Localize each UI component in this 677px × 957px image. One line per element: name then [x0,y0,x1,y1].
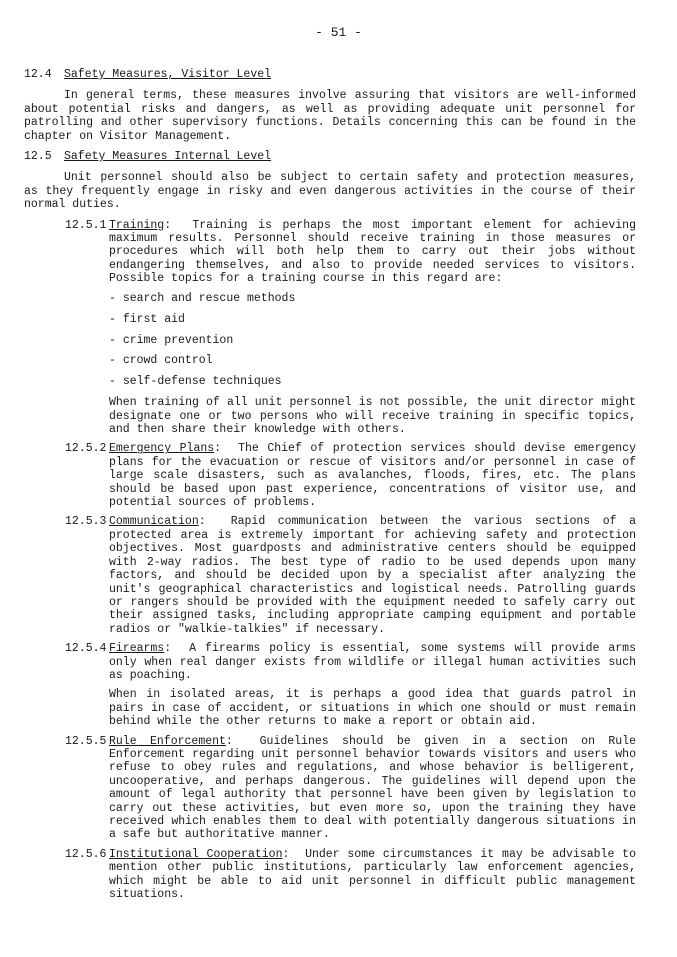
list-item: - search and rescue methods [109,292,636,305]
section-12-4-body: In general terms, these measures involve assuring that visitors are well-informed about potential risks and dangers, as well as providing adequate unit personnel for patrolling and other supervisory functions. Details concerning this can be found in the chapter on Visitor Management. [24,89,636,143]
subsection-title: Firearms [109,642,165,656]
section-title: Safety Measures Internal Level [64,150,272,164]
page-number: - 51 - [315,25,362,40]
subsection-body: Communication: Rapid communication between the various sections of a protected area is extremely important for achieving safety and protection objectives. Most guardposts and administrative centers should be equipped with 2-way radios. The best type of radio to be used depends upon many factors, and should be decided upon by a specialist after analyzing the unit's geographical characteristics and logistical needs. Patrolling guards or rangers should be provided with the equipment needed to safely carry out their assigned tasks, including appropriate camping equipment and portable radios or "walkie-talkies" if necessary. [109,515,636,636]
page-content [24,68,636,907]
section-title: Safety Measures, Visitor Level [64,68,272,81]
subsection-number: 12.5.5 [65,734,107,748]
subsection-institutional-cooperation [24,848,636,902]
subsection-firearms [24,642,636,728]
subsection-training [24,219,636,437]
subsection-body: Rule Enforcement: Guidelines should be given in a section on Rule Enforcement regarding unit personnel behavior towards visitors and users who refuse to obey rules and regulations, and whose behavior is belligerent, uncooperative, and perhaps dangerous. The guidelines will depend upon the amount of legal authority that personnel have been given by legislation to carry out these activities, but even more so, upon the training they have received which enables them to deal with potentially dangerous situations in a safe but authoritative manner. [109,734,636,842]
subsection-number: 12.5.1 [65,218,107,232]
subsection-title: Emergency Plans [109,442,215,456]
training-topics-list [109,292,636,389]
section-number: 12.4 [24,68,52,81]
subsection-text: Under some circumstances it may be advisable to mention other public institutions, particularly law enforcement agencies, which might be able to aid unit personnel in difficult public management situations. [109,847,636,902]
subsection-body: Training: Training is perhaps the most important element for achieving maximum results. Personnel should receive training in those measures or procedures which will both help them to carry out their jobs without endangering themselves, and also to provide needed services to visitors. Possible topics for a training course in this regard are: [109,218,636,286]
subsection-text: Guidelines should be given in a section on Rule Enforcement regarding unit personnel behavior towards visitors and users who refuse to obey rules and regulations, and whose behavior is belligerent, uncooperative, and perhaps dangerous. The guidelines will depend upon the amount of legal authority that personnel have been given by legislation to carry out these activities, but even more so, upon the training they have received which enables them to deal with potentially dangerous situations in a safe but authoritative manner. [109,734,636,842]
section-heading-12-4 [24,68,636,81]
section-12-5-body: Unit personnel should also be subject to certain safety and protection measures, as they frequently engage in risky and even dangerous activities in the course of their normal duties. [24,171,636,212]
section-heading-12-5 [24,150,636,163]
section-number: 12.5 [24,150,52,164]
subsection-title: Communication [109,515,199,529]
subsection-communication [24,515,636,636]
subsection-number: 12.5.2 [65,442,107,456]
subsection-text: A firearms policy is essential, some systems will provide arms only when real danger exists from wildlife or illegal human activities such as poaching. [109,642,636,682]
subsection-title: Institutional Cooperation [109,847,283,861]
subsection-text-continued: When training of all unit personnel is not possible, the unit director might designate one or two persons who will receive training in specific topics, and then share their knowledge with others. [109,396,636,437]
subsection-body: Firearms: A firearms policy is essential, some systems will provide arms only when real danger exists from wildlife or illegal human activities such as poaching. [109,642,636,682]
subsection-body: Emergency Plans: The Chief of protection services should devise emergency plans for the evacuation or rescue of visitors and/or personnel in case of large scale disasters, such as avalanches, floods, fires, etc. The plans should be based upon past experience, concentrations of visitor use, and potential sources of problems. [109,442,636,510]
subsection-title: Training [109,218,165,232]
subsection-text: The Chief of protection services should devise emergency plans for the evacuation or rescue of visitors and/or personnel in case of large scale disasters, such as avalanches, floods, fires, etc. The plans should be based upon past experience, concentrations of visitor use, and potential sources of problems. [109,442,636,510]
subsection-title: Rule Enforcement [109,734,226,748]
subsection-emergency-plans [24,442,636,509]
list-item: - first aid [109,313,636,326]
subsection-body: Institutional Cooperation: Under some circumstances it may be advisable to mention other public institutions, particularly law enforcement agencies, which might be able to aid unit personnel in difficult public management situations. [109,847,636,902]
subsection-text: Training is perhaps the most important element for achieving maximum results. Personnel should receive training in those measures or procedures which will both help them to carry out their jobs without endangering themselves, and also to provide needed services to visitors. Possible topics for a training course in this regard are: [109,218,636,286]
subsection-text: Rapid communication between the various sections of a protected area is extremely important for achieving safety and protection objectives. Most guardposts and administrative centers should be equipped with 2-way radios. The best type of radio to be used depends upon many factors, and should be decided upon by a specialist after analyzing the unit's geographical characteristics and logistical needs. Patrolling guards or rangers should be provided with the equipment needed to safely carry out their assigned tasks, including appropriate camping equipment and portable radios or "walkie-talkies" if necessary. [109,515,636,636]
subsection-number: 12.5.3 [65,515,107,529]
subsection-rule-enforcement [24,735,636,842]
subsection-number: 12.5.4 [65,642,107,656]
list-item: - crowd control [109,354,636,367]
list-item: - crime prevention [109,334,636,347]
subsection-number: 12.5.6 [65,847,107,861]
subsection-text-continued: When in isolated areas, it is perhaps a good idea that guards patrol in pairs in case of accident, or situations in which one should or must remain behind while the other returns to make a report or obtain aid. [109,688,636,729]
list-item: - self-defense techniques [109,375,636,388]
